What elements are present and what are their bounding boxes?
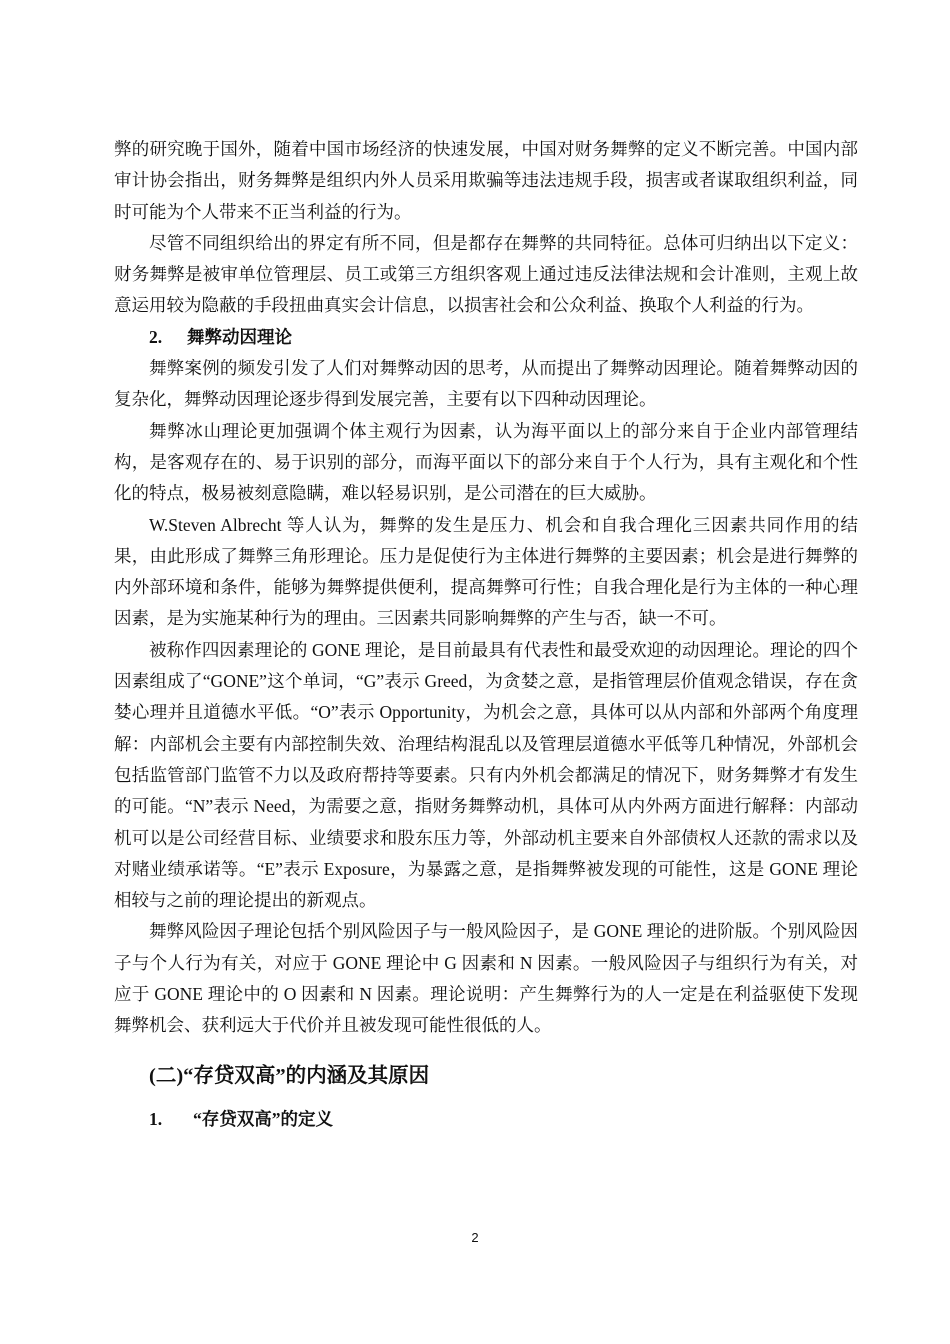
paragraph-risk-factor-theory: 舞弊风险因子理论包括个别风险因子与一般风险因子，是 GONE 理论的进阶版。个别风险因子与个人行为有关，对应于 GONE 理论中 G 因素和 N 因素。一般风险因子与组织行为有关，对应于 GONE 理论中的 O 因素和 N 因素。理论说明：产生舞弊行为的人一定是在利益驱使下发现舞弊机会、获利远大于代价并且被发现可能性很低的人。: [114, 921, 858, 1036]
paragraph-gone-theory: 被称作四因素理论的 GONE 理论，是目前最具有代表性和最受欢迎的动因理论。理论的四个因素组成了“GONE”这个单词，“G”表示 Greed，为贪婪之意，是指管理层价值观念错误，存在贪婪心理并且道德水平低。“O”表示 Opportunity，为机会之意，具体可以从内部和外部两个角度理解：内部机会主要有内部控制失效、治理结构混乱以及管理层道德水平低等几种情况，外部机会包括监管部门监管不力以及政府帮持等要素。只有内外机会都满足的情况下，财务舞弊才有发生的可能。“N”表示 Need，为需要之意，指财务舞弊动机，具体可从内外两方面进行解释：内部动机可以是公司经营目标、业绩要求和股东压力等，外部动机主要来自外部债权人还款的需求以及对赌业绩承诺等。“E”表示 Exposure，为暴露之意，是指舞弊被发现的可能性，这是 GONE 理论相较与之前的理论提出的新观点。: [114, 639, 858, 911]
section-heading-fraud-motive-theory: [114, 322, 858, 353]
page-body: [114, 134, 858, 1135]
subsection-title: “存贷双高”的定义: [193, 1108, 333, 1129]
section-title: 舞弊动因理论: [187, 326, 292, 347]
paragraph-iceberg-theory: 舞弊冰山理论更加强调个体主观行为因素，认为海平面以上的部分来自于企业内部管理结构，是客观存在的、易于识别的部分，而海平面以下的部分来自于个人行为，具有主观化和个性化的特点，极易被刻意隐瞒，难以轻易识别，是公司潜在的巨大威胁。: [114, 420, 858, 504]
section-number: 2.: [149, 326, 163, 347]
subsection-heading-definition: [114, 1104, 858, 1135]
paragraph-motive-intro: 舞弊案例的频发引发了人们对舞弊动因的思考，从而提出了舞弊动因理论。随着舞弊动因的复杂化，舞弊动因理论逐步得到发展完善，主要有以下四种动因理论。: [114, 358, 858, 410]
chapter-section-heading: (二)“存贷双高”的内涵及其原因: [149, 1064, 430, 1087]
paragraph-triangle-theory: W.Steven Albrecht 等人认为，舞弊的发生是压力、机会和自我合理化三因素共同作用的结果，由此形成了舞弊三角形理论。压力是促使行为主体进行舞弊的主要因素；机会是进行舞弊的内外部环境和条件，能够为舞弊提供便利，提高舞弊可行性；自我合理化是行为主体的一种心理因素，是为实施某种行为的理由。三因素共同影响舞弊的产生与否，缺一不可。: [114, 514, 858, 629]
paragraph-fraud-definition-summary: 尽管不同组织给出的界定有所不同，但是都存在舞弊的共同特征。总体可归纳出以下定义：财务舞弊是被审单位管理层、员工或第三方组织客观上通过违反法律法规和会计准则，主观上故意运用较为隐蔽的手段扭曲真实会计信息，以损害社会和公众利益、换取个人利益的行为。: [114, 232, 858, 316]
subsection-number: 1.: [149, 1108, 163, 1129]
page-number: 2: [471, 1230, 479, 1245]
paragraph-fraud-definition-china: 弊的研究晚于国外，随着中国市场经济的快速发展，中国对财务舞弊的定义不断完善。中国内部审计协会指出，财务舞弊是组织内外人员采用欺骗等违法违规手段，损害或者谋取组织利益，同时可能为个人带来不正当利益的行为。: [114, 139, 858, 222]
